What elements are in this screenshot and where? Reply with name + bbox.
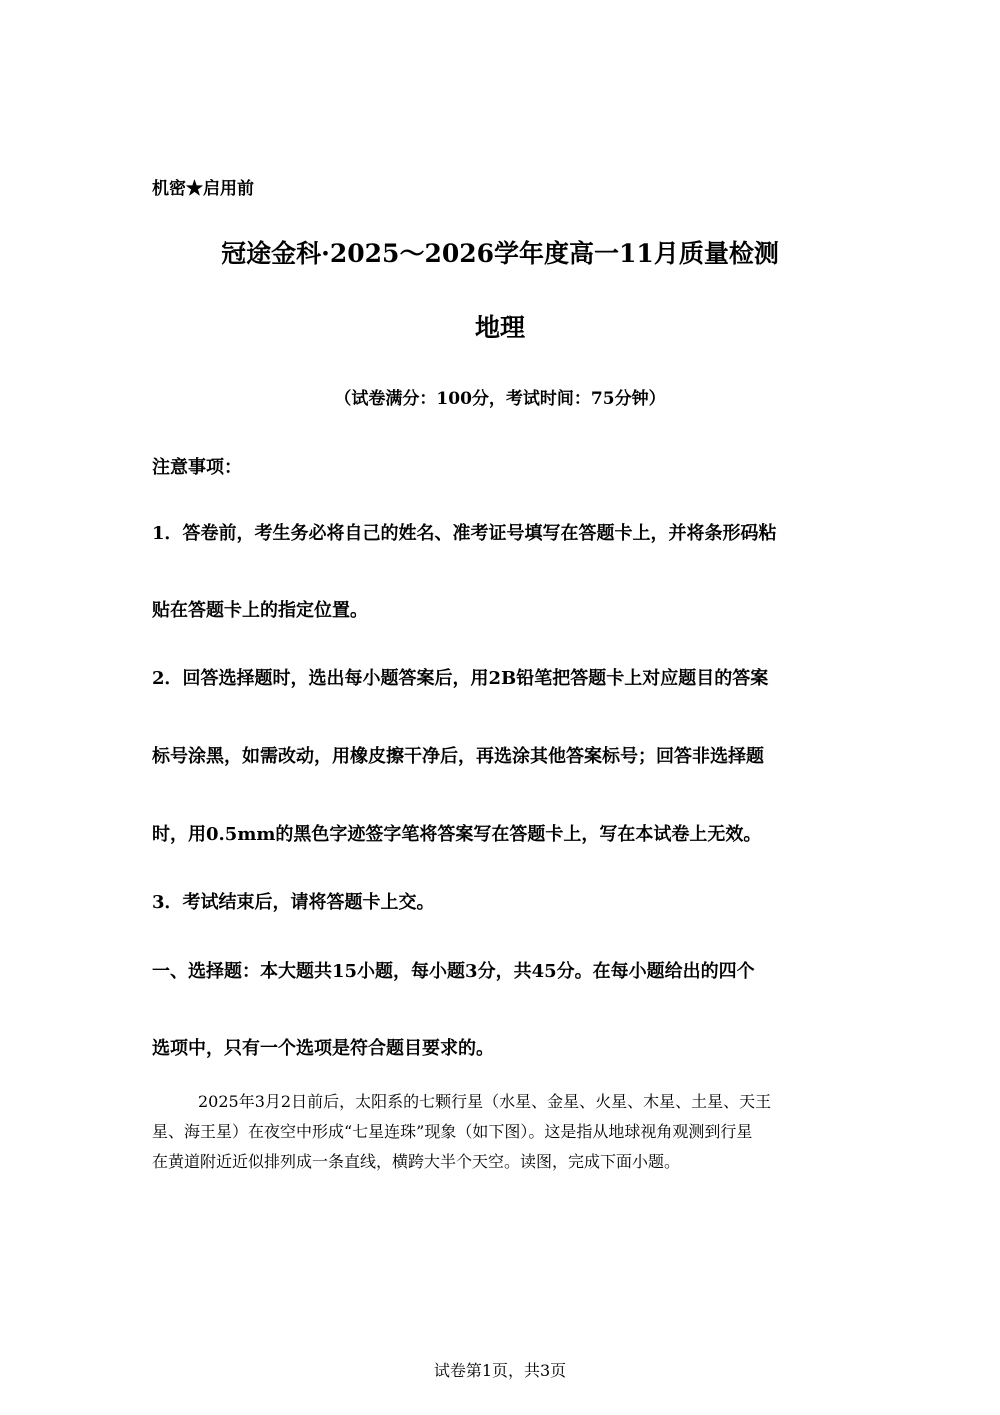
- notes-heading: 注意事项：: [152, 457, 242, 478]
- note-item-1-line-1: 1．答卷前，考生务必将自己的姓名、准考证号填写在答题卡上，并将条形码粘: [152, 523, 777, 544]
- exam-title: 冠途金科·2025～2026学年度高一11月质量检测: [221, 239, 779, 268]
- passage-line-1: 2025年3月2日前后，太阳系的七颗行星（水星、金星、火星、木星、土星、天王: [198, 1092, 772, 1111]
- passage-line-3: 在黄道附近近似排列成一条直线，横跨大半个天空。读图，完成下面小题。: [152, 1152, 681, 1171]
- passage-line-2: 星、海王星）在夜空中形成“七星连珠”现象（如下图）。这是指从地球视角观测到行星: [152, 1122, 753, 1141]
- note-item-2-line-2: 标号涂黑，如需改动，用橡皮擦干净后，再选涂其他答案标号；回答非选择题: [152, 746, 764, 767]
- page-footer: 试卷第1页，共3页: [433, 1361, 567, 1380]
- subject-title: 地理: [474, 313, 525, 342]
- confidential-label: 机密★启用前: [152, 179, 254, 199]
- note-item-2-line-3: 时，用0.5mm的黑色字迹签字笔将答案写在答题卡上，写在本试卷上无效。: [152, 824, 762, 845]
- section-1-heading-line-2: 选项中，只有一个选项是符合题目要求的。: [152, 1038, 494, 1059]
- note-item-2-line-1: 2．回答选择题时，选出每小题答案后，用2B铅笔把答题卡上对应题目的答案: [152, 668, 769, 689]
- note-item-1-line-2: 贴在答题卡上的指定位置。: [152, 600, 368, 621]
- section-1-heading-line-1: 一、选择题：本大题共15小题，每小题3分，共45分。在每小题给出的四个: [152, 961, 755, 982]
- question-passage: [152, 1087, 842, 1177]
- note-item-3: 3．考试结束后，请将答题卡上交。: [152, 892, 435, 913]
- exam-info: （试卷满分：100分，考试时间：75分钟）: [334, 389, 666, 409]
